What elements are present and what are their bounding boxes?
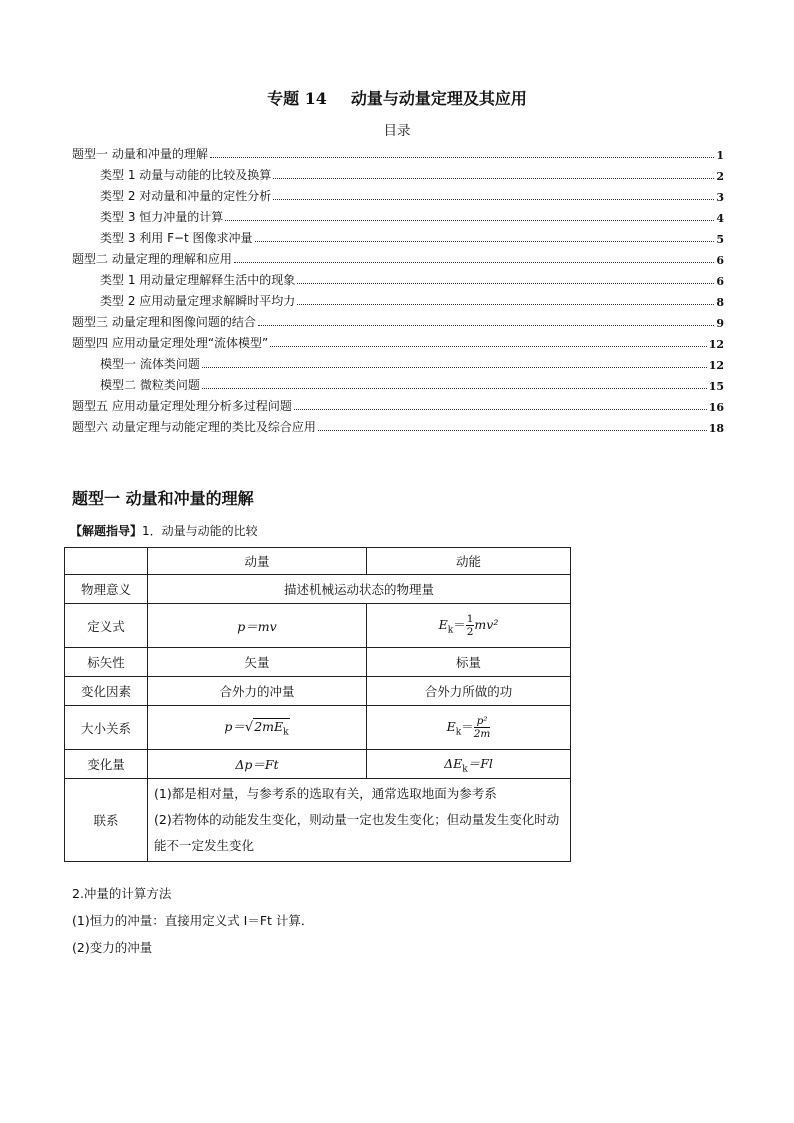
toc-entry-page: 9 <box>716 317 724 330</box>
toc-entry-page: 4 <box>716 212 724 225</box>
note-line: 2.冲量的计算方法 <box>72 886 172 901</box>
page-title <box>0 86 794 109</box>
table-of-contents <box>72 141 724 435</box>
table-row <box>65 604 571 648</box>
toc-entry-label: 题型四 应用动量定理处理“流体模型” <box>72 336 269 350</box>
toc-leader-dots <box>202 387 707 389</box>
relation-kinetic-sub: k <box>455 727 462 738</box>
toc-entry[interactable] <box>72 351 724 372</box>
relation-momentum-lhs: p＝ <box>224 719 245 735</box>
radicand-text: 2mE <box>254 719 284 735</box>
row-label-meaning: 物理意义 <box>65 575 148 604</box>
toc-entry-label: 类型 2 对动量和冲量的定性分析 <box>100 189 272 203</box>
toc-entry-label: 题型二 动量定理的理解和应用 <box>72 252 232 266</box>
relation-fraction <box>474 715 491 740</box>
toc-entry-label: 模型二 微粒类问题 <box>100 378 200 392</box>
toc-entry-label: 类型 3 恒力冲量的计算 <box>100 210 224 224</box>
toc-entry-page: 1 <box>716 149 724 162</box>
table-row <box>65 750 571 779</box>
delta-kinetic-sub: k <box>462 764 468 775</box>
row-label-relation: 大小关系 <box>65 706 148 750</box>
radicand-sub: k <box>283 727 289 738</box>
toc-entry[interactable] <box>72 246 724 267</box>
toc-leader-dots <box>297 282 714 284</box>
delta-kinetic-lhs: ΔE <box>444 755 463 771</box>
link-line-1: (1)都是相对量，与参考系的选取有关，通常选取地面为参考系 <box>154 786 497 801</box>
delta-kinetic <box>367 750 571 779</box>
toc-entry-page: 5 <box>716 233 724 246</box>
table-row <box>65 706 571 750</box>
vector-kinetic: 标量 <box>367 648 571 677</box>
toc-entry-page: 8 <box>716 296 724 309</box>
section-title: 题型一 动量和冲量的理解 <box>72 489 254 508</box>
change-factor-momentum: 合外力的冲量 <box>148 677 367 706</box>
def-kinetic-sub: k <box>447 625 454 636</box>
toc-leader-dots <box>255 240 715 242</box>
toc-entry-page: 18 <box>708 422 724 435</box>
toc-entry-page: 16 <box>708 401 724 414</box>
toc-leader-dots <box>270 345 706 347</box>
row-label-definition: 定义式 <box>65 604 148 648</box>
toc-leader-dots <box>297 303 714 305</box>
toc-entry[interactable] <box>72 330 724 351</box>
toc-entry-page: 12 <box>708 338 724 351</box>
half-den: 2 <box>466 626 474 638</box>
row-label-link: 联系 <box>65 779 148 862</box>
toc-entry[interactable] <box>72 204 724 225</box>
toc-entry-page: 2 <box>716 170 724 183</box>
note-line: (2)变力的冲量 <box>72 940 153 955</box>
impulse-notes <box>72 880 313 961</box>
toc-entry-page: 6 <box>716 254 724 267</box>
toc-entry-label: 类型 3 利用 F−t 图像求冲量 <box>100 231 253 245</box>
toc-entry[interactable] <box>72 141 724 162</box>
guide-text: 1．动量与动能的比较 <box>142 524 258 538</box>
row-label-change-factor: 变化因素 <box>65 677 148 706</box>
def-kinetic <box>367 604 571 648</box>
toc-entry[interactable] <box>72 225 724 246</box>
toc-leader-dots <box>258 324 715 326</box>
toc-entry-label: 题型一 动量和冲量的理解 <box>72 147 208 161</box>
def-kinetic-rhs: mv² <box>474 617 499 632</box>
relation-den: 2m <box>473 728 491 740</box>
table-corner-cell <box>65 548 148 575</box>
toc-entry[interactable] <box>72 162 724 183</box>
row-label-delta: 变化量 <box>65 750 148 779</box>
table-row <box>65 677 571 706</box>
toc-entry-label: 模型一 流体类问题 <box>100 357 200 371</box>
toc-entry-label: 题型六 动量定理与动能定理的类比及综合应用 <box>72 420 316 434</box>
toc-entry[interactable] <box>72 309 724 330</box>
link-value <box>148 779 571 862</box>
toc-leader-dots <box>234 261 715 263</box>
toc-entry-page: 15 <box>708 380 724 393</box>
def-momentum: p＝mv <box>148 604 367 648</box>
link-line-2: (2)若物体的动能发生变化，则动量一定也发生变化；但动量发生变化时动能不一定发生变化 <box>154 812 560 853</box>
toc-entry-label: 题型五 应用动量定理处理分析多过程问题 <box>72 399 292 413</box>
header-kinetic: 动能 <box>367 548 571 575</box>
table-row <box>65 648 571 677</box>
toc-entry-label: 类型 1 动量与动能的比较及换算 <box>100 168 272 182</box>
title-topic-name: 动量与动量定理及其应用 <box>350 89 527 108</box>
toc-entry-label: 类型 2 应用动量定理求解瞬时平均力 <box>100 294 296 308</box>
relation-kinetic <box>367 706 571 750</box>
toc-leader-dots <box>210 156 715 158</box>
delta-momentum: Δp＝Ft <box>148 750 367 779</box>
toc-leader-dots <box>318 429 707 431</box>
toc-entry-page: 12 <box>708 359 724 372</box>
solution-guide <box>70 522 258 539</box>
toc-leader-dots <box>225 219 714 221</box>
toc-entry-page: 3 <box>716 191 724 204</box>
relation-kinetic-eq: ＝ <box>461 719 474 734</box>
toc-entry-label: 题型三 动量定理和图像问题的结合 <box>72 315 256 329</box>
toc-leader-dots <box>273 177 714 179</box>
toc-entry[interactable] <box>72 393 724 414</box>
relation-kinetic-symbol: E <box>446 719 456 734</box>
table-row <box>65 575 571 604</box>
relation-momentum: $p=√2mE_k$ <box>148 706 367 750</box>
table-row <box>65 779 571 862</box>
half-num: 1 <box>466 613 474 625</box>
toc-entry[interactable] <box>72 267 724 288</box>
vector-momentum: 矢量 <box>148 648 367 677</box>
def-kinetic-eq: ＝ <box>453 617 466 632</box>
guide-tag: 【解题指导】 <box>70 524 143 538</box>
table-header-row <box>65 548 571 575</box>
header-momentum: 动量 <box>148 548 367 575</box>
toc-leader-dots <box>202 366 707 368</box>
meaning-value: 描述机械运动状态的物理量 <box>148 575 571 604</box>
toc-leader-dots <box>273 198 714 200</box>
change-factor-kinetic: 合外力所做的功 <box>367 677 571 706</box>
row-label-vector: 标矢性 <box>65 648 148 677</box>
delta-kinetic-rhs: ＝Fl <box>467 755 493 771</box>
toc-entry[interactable] <box>72 414 724 435</box>
comparison-table <box>64 547 571 862</box>
title-topic-number: 专题 14 <box>267 89 327 108</box>
toc-leader-dots <box>294 408 707 410</box>
relation-num: p² <box>474 715 491 728</box>
toc-entry[interactable] <box>72 288 724 309</box>
toc-entry-page: 6 <box>716 275 724 288</box>
toc-entry[interactable] <box>72 372 724 393</box>
toc-entry-label: 类型 1 用动量定理解释生活中的现象 <box>100 273 296 287</box>
toc-entry[interactable] <box>72 183 724 204</box>
def-kinetic-symbol: E <box>438 617 448 632</box>
note-line: (1)恒力的冲量：直接用定义式 I＝Ft 计算． <box>72 913 314 928</box>
toc-heading: 目录 <box>383 123 411 139</box>
